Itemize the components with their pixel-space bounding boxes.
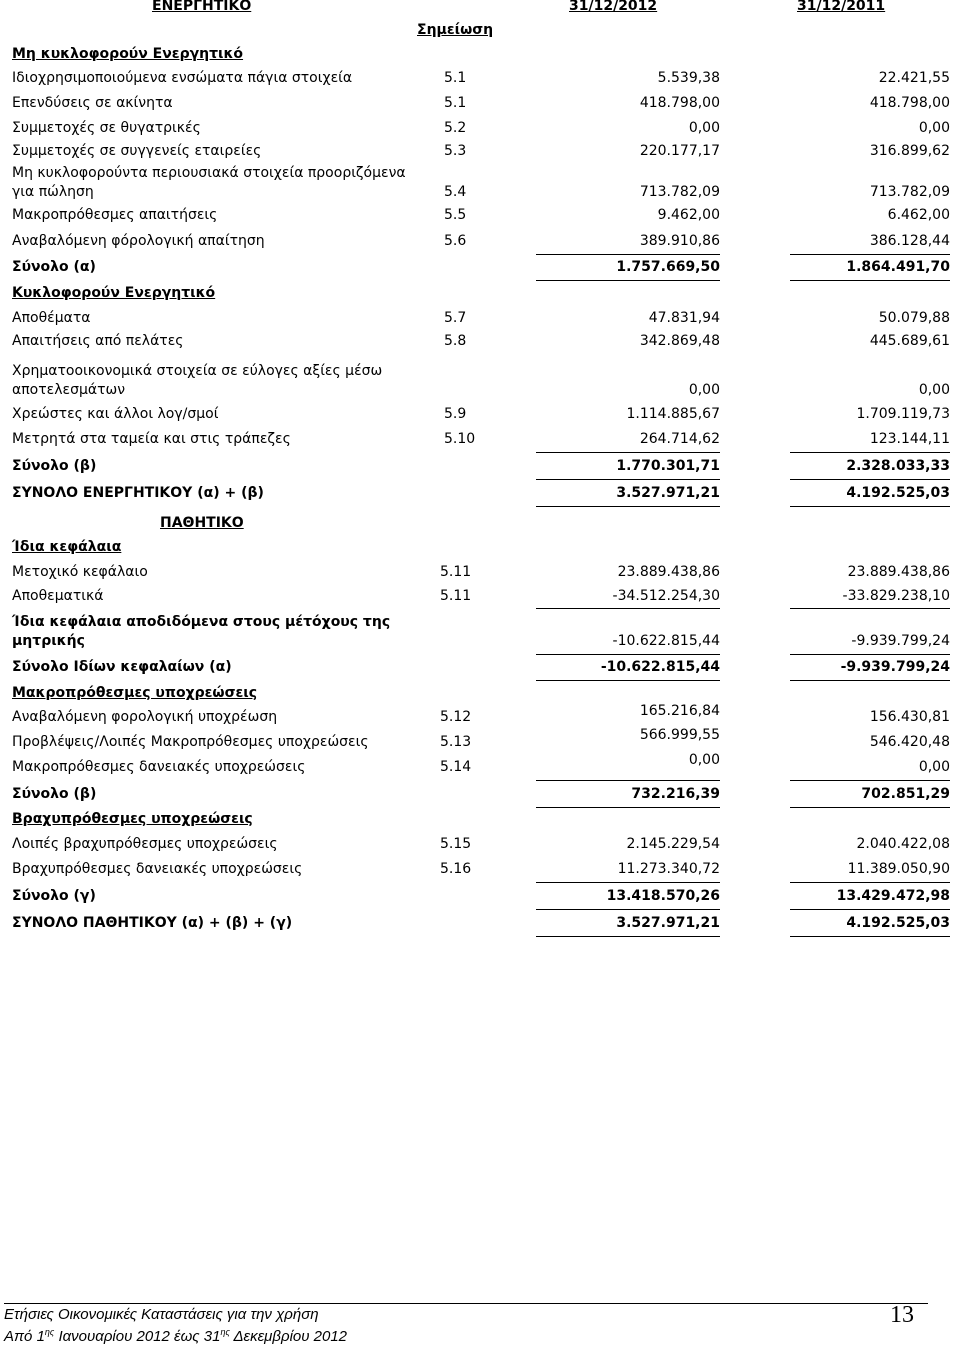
- row-note: 5.15: [440, 836, 472, 852]
- total-liabilities-previous: 4.192.525,03: [846, 915, 950, 931]
- row-value-previous: 316.899,62: [869, 143, 950, 159]
- subtotal-rule: [790, 452, 950, 453]
- row-label-continued: για πώληση: [12, 184, 94, 200]
- row-value-previous: -9.939.799,24: [851, 633, 950, 649]
- row-value-current: 0,00: [688, 752, 720, 768]
- footer-line-2: Από $1^{\eta\varsigma}$ Ιανουαρίου 2012 έως $31^{\eta\varsigma}$ Δεκεμβρίου 2012: [4, 1327, 348, 1345]
- row-value-previous: 123.144,11: [869, 431, 950, 447]
- total-value-current: 1.757.669,50: [616, 259, 720, 275]
- total-value-current: 13.418.570,26: [606, 888, 720, 904]
- row-note: 5.7: [444, 310, 467, 326]
- row-value-current: 11.273.340,72: [617, 861, 720, 877]
- row-value-current: 342.869,48: [639, 333, 720, 349]
- subtotal-rule: [790, 654, 950, 655]
- row-value-previous: 22.421,55: [878, 70, 950, 86]
- row-value-previous: 23.889.438,86: [847, 564, 950, 580]
- row-note: 5.12: [440, 709, 472, 725]
- row-note: 5.6: [444, 233, 467, 249]
- row-note: 5.8: [444, 333, 467, 349]
- total-label: Σύνολο (γ): [12, 888, 96, 904]
- row-label: Επενδύσεις σε ακίνητα: [12, 95, 173, 111]
- row-value-current: 0,00: [688, 382, 720, 398]
- row-label: Προβλέψεις/Λοιπές Μακροπρόθεσμες υποχρεώσεις: [12, 734, 369, 750]
- short-term-title: Βραχυπρόθεσμες υποχρεώσεις: [12, 811, 253, 827]
- row-label-continued: αποτελεσμάτων: [12, 382, 126, 398]
- total-rule: [790, 936, 950, 937]
- row-label: Απαιτήσεις από πελάτες: [12, 333, 184, 349]
- row-value-previous: 50.079,88: [878, 310, 950, 326]
- row-label: Συμμετοχές σε θυγατρικές: [12, 120, 201, 136]
- row-label: Χρεώστες και άλλοι λογ/σμοί: [12, 406, 219, 422]
- row-value-previous: -33.829.238,10: [842, 588, 950, 604]
- total-rule: [536, 506, 720, 507]
- total-liabilities-label: ΣΥΝΟΛΟ ΠΑΘΗΤΙΚΟΥ (α) + (β) + (γ): [12, 915, 293, 931]
- row-note: 5.14: [440, 759, 472, 775]
- year-current-heading: 31/12/2012: [569, 0, 658, 14]
- year-previous-heading: 31/12/2011: [797, 0, 886, 14]
- row-note: 5.1: [444, 70, 467, 86]
- row-label: Ίδια κεφάλαια αποδιδόμενα στους μέτόχους της: [12, 614, 391, 630]
- row-label: Μετοχικό κεφάλαιο: [12, 564, 148, 580]
- assets-heading: ΕΝΕΡΓΗΤΙΚΟ: [152, 0, 252, 14]
- row-note: 5.11: [440, 564, 472, 580]
- total-label: Σύνολο (β): [12, 786, 97, 802]
- row-value-current: 9.462,00: [657, 207, 720, 223]
- row-value-current: -34.512.254,30: [612, 588, 720, 604]
- total-rule: [790, 506, 950, 507]
- row-label: Λοιπές βραχυπρόθεσμες υποχρεώσεις: [12, 836, 278, 852]
- subtotal-rule: [790, 608, 950, 609]
- footer-divider: [4, 1303, 928, 1304]
- total-rule: [790, 909, 950, 910]
- row-label: Χρηματοοικονομικά στοιχεία σε εύλογες αξίες μέσω: [12, 363, 383, 379]
- row-label: Βραχυπρόθεσμες δανειακές υποχρεώσεις: [12, 861, 303, 877]
- total-value-current: -10.622.815,44: [600, 659, 720, 675]
- row-label: Ιδιοχρησιμοποιούμενα ενσώματα πάγια στοιχεία: [12, 70, 353, 86]
- total-rule: [536, 680, 720, 681]
- total-rule: [536, 936, 720, 937]
- row-value-current: 23.889.438,86: [617, 564, 720, 580]
- row-value-previous: 445.689,61: [869, 333, 950, 349]
- row-value-previous: 156.430,81: [869, 709, 950, 725]
- total-rule: [536, 909, 720, 910]
- row-value-previous: 6.462,00: [887, 207, 950, 223]
- row-value-current: -10.622.815,44: [612, 633, 720, 649]
- row-value-current: 418.798,00: [639, 95, 720, 111]
- total-value-previous: 702.851,29: [861, 786, 950, 802]
- footer-line-1: Ετήσιες Οικονομικές Καταστάσεις για την χρήση: [4, 1306, 319, 1323]
- current-assets-title: Κυκλοφορούν Ενεργητικό: [12, 285, 216, 301]
- total-rule: [536, 479, 720, 480]
- row-value-current: 165.216,84: [639, 703, 720, 719]
- row-value-previous: 0,00: [918, 759, 950, 775]
- row-value-current: 389.910,86: [639, 233, 720, 249]
- row-value-previous: 713.782,09: [869, 184, 950, 200]
- row-label: Συμμετοχές σε συγγενείς εταιρείες: [12, 143, 262, 159]
- row-label: Μη κυκλοφορούντα περιουσιακά στοιχεία προοριζόμενα: [12, 165, 406, 181]
- row-value-previous: 546.420,48: [869, 734, 950, 750]
- row-label: Μετρητά στα ταμεία και στις τράπεζες: [12, 431, 291, 447]
- row-label-continued: μητρικής: [12, 633, 85, 649]
- row-note: 5.1: [444, 95, 467, 111]
- total-rule: [790, 280, 950, 281]
- total-label: Σύνολο (β): [12, 458, 97, 474]
- row-label: Αποθέματα: [12, 310, 91, 326]
- equity-title: Ίδια κεφάλαια: [12, 539, 122, 555]
- total-value-previous: 1.864.491,70: [846, 259, 950, 275]
- total-value-current: 732.216,39: [631, 786, 720, 802]
- row-label: Μακροπρόθεσμες δανειακές υποχρεώσεις: [12, 759, 306, 775]
- row-note: 5.3: [444, 143, 467, 159]
- total-value-previous: 2.328.033,33: [846, 458, 950, 474]
- non-current-assets-title: Μη κυκλοφορούν Ενεργητικό: [12, 46, 244, 62]
- total-value-previous: -9.939.799,24: [840, 659, 950, 675]
- liabilities-heading: ΠΑΘΗΤΙΚΟ: [160, 515, 244, 531]
- row-note: 5.13: [440, 734, 472, 750]
- total-rule: [790, 479, 950, 480]
- row-value-current: 566.999,55: [639, 727, 720, 743]
- row-value-current: 2.145.229,54: [626, 836, 720, 852]
- total-rule: [536, 280, 720, 281]
- subtotal-rule: [536, 780, 720, 781]
- row-value-previous: 2.040.422,08: [856, 836, 950, 852]
- row-note: 5.5: [444, 207, 467, 223]
- row-value-current: 220.177,17: [639, 143, 720, 159]
- row-value-current: 713.782,09: [639, 184, 720, 200]
- subtotal-rule: [790, 882, 950, 883]
- row-note: 5.9: [444, 406, 467, 422]
- row-value-previous: 0,00: [918, 382, 950, 398]
- row-value-previous: 11.389.050,90: [847, 861, 950, 877]
- subtotal-rule: [536, 882, 720, 883]
- subtotal-rule: [790, 254, 950, 255]
- row-value-current: 0,00: [688, 120, 720, 136]
- row-value-previous: 386.128,44: [869, 233, 950, 249]
- row-note: 5.4: [444, 184, 467, 200]
- row-value-current: 1.114.885,67: [626, 406, 720, 422]
- subtotal-rule: [536, 608, 720, 609]
- row-value-previous: 1.709.119,73: [856, 406, 950, 422]
- row-label: Αναβαλόμενη φόρολογική απαίτηση: [12, 233, 265, 249]
- row-value-current: 47.831,94: [648, 310, 720, 326]
- row-note: 5.16: [440, 861, 472, 877]
- total-rule: [790, 680, 950, 681]
- row-label: Αποθεματικά: [12, 588, 104, 604]
- row-value-previous: 418.798,00: [869, 95, 950, 111]
- total-label: Σύνολο Ιδίων κεφαλαίων (α): [12, 659, 232, 675]
- subtotal-rule: [790, 780, 950, 781]
- subtotal-rule: [536, 654, 720, 655]
- total-assets-label: ΣΥΝΟΛΟ ΕΝΕΡΓΗΤΙΚΟΥ (α) + (β): [12, 485, 264, 501]
- total-liabilities-current: 3.527.971,21: [616, 915, 720, 931]
- subtotal-rule: [536, 452, 720, 453]
- total-assets-previous: 4.192.525,03: [846, 485, 950, 501]
- row-note: 5.10: [444, 431, 476, 447]
- total-value-current: 1.770.301,71: [616, 458, 720, 474]
- row-note: 5.11: [440, 588, 472, 604]
- row-label: Μακροπρόθεσμες απαιτήσεις: [12, 207, 218, 223]
- row-note: 5.2: [444, 120, 467, 136]
- row-value-current: 264.714,62: [639, 431, 720, 447]
- row-value-current: 5.539,38: [657, 70, 720, 86]
- total-rule: [790, 807, 950, 808]
- total-rule: [536, 807, 720, 808]
- total-value-previous: 13.429.472,98: [836, 888, 950, 904]
- row-value-previous: 0,00: [918, 120, 950, 136]
- long-term-title: Μακροπρόθεσμες υποχρεώσεις: [12, 685, 258, 701]
- subtotal-rule: [536, 254, 720, 255]
- total-assets-current: 3.527.971,21: [616, 485, 720, 501]
- note-column-heading: Σημείωση: [417, 22, 494, 38]
- page-number: 13: [890, 1302, 914, 1328]
- row-label: Αναβαλόμενη φορολογική υποχρέωση: [12, 709, 278, 725]
- total-label: Σύνολο (α): [12, 259, 96, 275]
